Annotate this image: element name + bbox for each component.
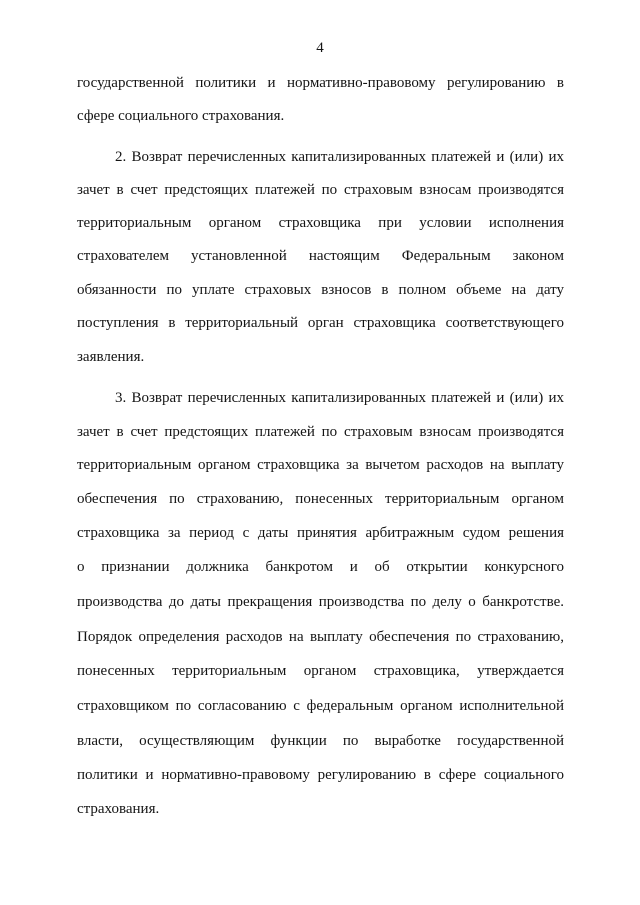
text-line: страховщика за период с даты принятия арбитражным судом решения [77, 525, 564, 541]
text-line: власти, осуществляющим функции по выработке государственной [77, 733, 564, 749]
text-line: страхователем установленной настоящим Федеральным законом [77, 248, 564, 264]
page-number: 4 [316, 40, 324, 56]
text-line: о признании должника банкротом и об открытии конкурсного [77, 559, 564, 575]
text-line: заявления. [77, 349, 145, 365]
text-line: Порядок определения расходов на выплату обеспечения по страхованию, [77, 629, 564, 645]
text-line: понесенных территориальным органом страховщика, утверждается [77, 663, 564, 679]
text-line: территориальным органом страховщика при условии исполнения [77, 215, 564, 231]
text-line: обязанности по уплате страховых взносов в полном объеме на дату [77, 282, 564, 298]
text-line: зачет в счет предстоящих платежей по страховым взносам производятся [77, 182, 564, 198]
text-line: производства до даты прекращения производства по делу о банкротстве. [77, 594, 564, 610]
text-line: сфере социального страхования. [77, 108, 285, 124]
text-line: страхования. [77, 801, 160, 817]
text-line: обеспечения по страхованию, понесенных территориальным органом [77, 491, 564, 507]
text-line: зачет в счет предстоящих платежей по страховым взносам производятся [77, 424, 564, 440]
text-line: политики и нормативно-правовому регулированию в сфере социального [77, 767, 564, 783]
text-line: территориальным органом страховщика за вычетом расходов на выплату [77, 457, 564, 473]
text-line: поступления в территориальный орган страховщика соответствующего [77, 315, 564, 331]
text-line: 2. Возврат перечисленных капитализированных платежей и (или) их [115, 149, 564, 165]
text-line: 3. Возврат перечисленных капитализированных платежей и (или) их [115, 390, 564, 406]
text-line: страховщиком по согласованию с федеральным органом исполнительной [77, 698, 564, 714]
text-line: государственной политики и нормативно-правовому регулированию в [77, 75, 564, 91]
